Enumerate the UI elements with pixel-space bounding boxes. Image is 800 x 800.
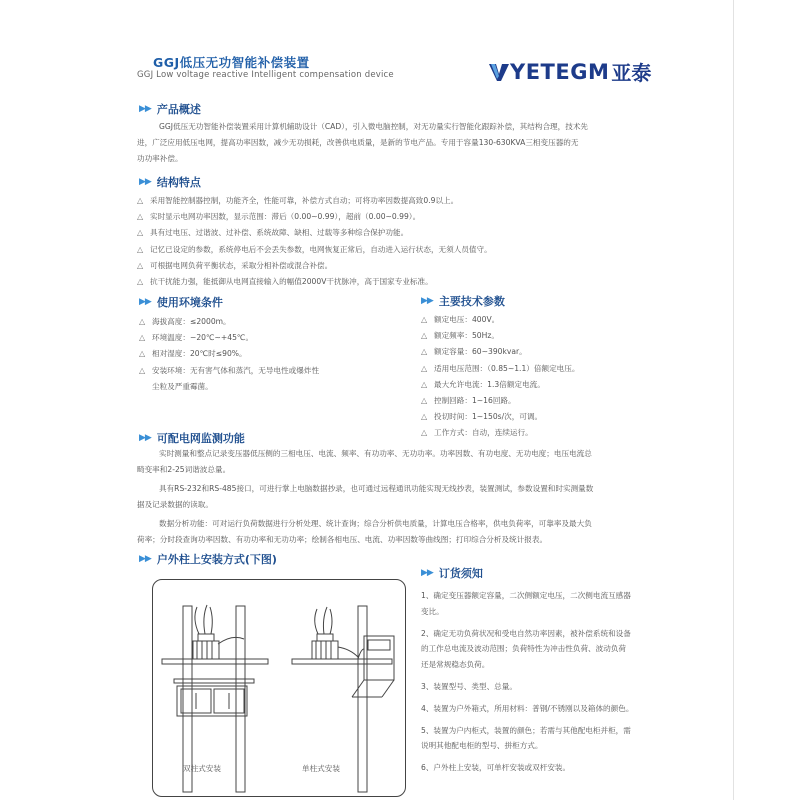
triangle-outline-icon: △ bbox=[137, 260, 144, 270]
list-item: △ 额定容量：60~390kvar。 bbox=[421, 344, 681, 360]
triangle-outline-icon: △ bbox=[139, 333, 146, 343]
double-chevron-right-icon: ▶▶ bbox=[421, 296, 433, 306]
list-item: △ 实时显示电网功率因数，显示范围：滞后（0.00~0.99），超前（0.00~0.99）。 bbox=[137, 209, 677, 225]
list-item: △ 工作方式：自动，连续运行。 bbox=[421, 425, 681, 441]
crossarm-single bbox=[292, 659, 392, 664]
list-item: △ 相对湿度：20℃时≤90%。 bbox=[139, 346, 409, 362]
triangle-outline-icon: △ bbox=[421, 396, 428, 406]
double-chevron-right-icon: ▶▶ bbox=[139, 297, 151, 307]
list-item-continuation: 的工作总电流及波动范围；负荷特性为冲击性负荷、波动负荷 bbox=[421, 644, 627, 654]
list-item: △ 海拔高度：≤2000m。 bbox=[139, 314, 409, 330]
logo-wordmark: YETEGM bbox=[510, 59, 610, 84]
list-item: △ 最大允许电流：1.3倍额定电流。 bbox=[421, 377, 681, 393]
overview-line: GGJ低压无功智能补偿装置采用计算机辅助设计（CAD），引入微电脑控制，对无功量实行智能化跟踪补偿，其结构合理，技术先 bbox=[159, 122, 589, 131]
triangle-outline-icon: △ bbox=[421, 379, 428, 389]
triangle-outline-icon: △ bbox=[421, 428, 428, 438]
list-item: △ 采用智能控制器控制，功能齐全，性能可靠，补偿方式自动；可将功率因数提高致0.9以上。 bbox=[137, 193, 677, 209]
list-item: △ 可根据电网负荷平衡状态，采取分相补偿或混合补偿。 bbox=[137, 258, 677, 274]
environment-heading bbox=[139, 294, 223, 310]
caption-single-pole: 单柱式安装 bbox=[302, 764, 340, 773]
features-heading-text: 结构特点 bbox=[156, 176, 201, 189]
list-item: △ 额定电压：400V。 bbox=[421, 312, 681, 328]
list-item-continuation: 尘粒及严重霉菌。 bbox=[152, 381, 213, 391]
triangle-outline-icon: △ bbox=[139, 349, 146, 359]
triangle-outline-icon: △ bbox=[421, 331, 428, 341]
crossarm-lower bbox=[174, 679, 254, 683]
list-item: 4、装置为户外箱式，所用材料：普钢/不锈刚以及箱体的颜色。 bbox=[421, 703, 634, 713]
environment-list bbox=[139, 314, 409, 395]
paragraph-line: 实时测量和整点记录变压器低压侧的三相电压、电流、频率、有功功率、无功功率。功率因数、有功电度、无功电度；电压电流总 bbox=[159, 449, 592, 458]
triangle-outline-icon: △ bbox=[139, 317, 146, 326]
triangle-outline-icon: △ bbox=[137, 212, 144, 222]
list-item: 3、装置型号、类型、总量。 bbox=[421, 681, 517, 691]
triangle-outline-icon: △ bbox=[139, 365, 146, 375]
logo-mark-icon bbox=[488, 61, 510, 83]
overview-paragraph bbox=[137, 119, 667, 167]
ordering-heading-text: 订货须知 bbox=[438, 567, 483, 580]
list-item: △ 投切时间：1~150s/次，可调。 bbox=[421, 409, 681, 425]
product-title: GGJ低压无功智能补偿装置 bbox=[153, 55, 310, 70]
ordering-heading bbox=[421, 565, 483, 581]
paragraph-line: 具有RS-232和RS-485接口，可进行掌上电脑数据抄录，也可通过远程通讯功能实现无线抄表，装置测试，参数设置和时实测量数 bbox=[159, 484, 594, 493]
monitoring-paragraphs bbox=[137, 446, 677, 548]
specs-heading-text: 主要技术参数 bbox=[438, 295, 505, 308]
triangle-outline-icon: △ bbox=[137, 228, 144, 238]
specs-list bbox=[421, 312, 681, 442]
paragraph-line: 据及记录数据的读取。 bbox=[137, 500, 213, 509]
list-item: △ 安装环境：无有害气体和蒸汽，无导电性或爆炸性 bbox=[139, 363, 409, 379]
double-chevron-right-icon: ▶▶ bbox=[139, 433, 151, 443]
list-item: △ 记忆已设定的参数，系统停电后不会丢失参数，电网恢复正常后，自动进入运行状态，无须人员值守。 bbox=[137, 242, 677, 258]
double-chevron-right-icon: ▶▶ bbox=[421, 568, 433, 578]
logo-chinese-name: 亚泰 bbox=[611, 61, 652, 85]
list-item: △ 控制回路：1~16回路。 bbox=[421, 393, 681, 409]
monitoring-heading-text: 可配电网监测功能 bbox=[156, 432, 245, 445]
double-chevron-right-icon: ▶▶ bbox=[139, 104, 151, 114]
installation-heading bbox=[139, 551, 277, 567]
overview-line: 进，广泛应用低压电网，提高功率因数，减少无功损耗，改善供电质量，是新的节电产品。专用于容量130-630KVA三相变压器的无 bbox=[137, 138, 579, 147]
monitoring-heading bbox=[139, 430, 245, 446]
crossarm-upper bbox=[162, 659, 268, 664]
list-item-continuation: 说明其他配电柜的型号、拼柜方式。 bbox=[421, 741, 543, 751]
list-item: △ 适用电压范围：（0.85~1.1）倍额定电压。 bbox=[421, 361, 681, 377]
specs-heading bbox=[421, 293, 505, 309]
triangle-outline-icon: △ bbox=[421, 412, 428, 422]
list-item-continuation: 还是常规稳态负荷。 bbox=[421, 660, 490, 670]
overview-line: 功功率补偿。 bbox=[137, 154, 183, 163]
paragraph-line: 荷率；分时段查询功率因数、有功功率和无功功率；绘制各相电压、电流、功率因数等曲线图；打印综合分析及统计报表。 bbox=[137, 535, 548, 544]
features-heading bbox=[139, 174, 201, 190]
triangle-outline-icon: △ bbox=[421, 363, 428, 373]
overview-heading bbox=[139, 101, 201, 117]
double-chevron-right-icon: ▶▶ bbox=[139, 177, 151, 187]
list-item: △ 额定频率：50Hz。 bbox=[421, 328, 681, 344]
page-edge-divider bbox=[733, 0, 734, 800]
paragraph-line: 畸变率和2-25词谐波总量。 bbox=[137, 465, 231, 474]
ordering-list bbox=[421, 588, 683, 776]
transformer-icon bbox=[312, 607, 358, 659]
features-list bbox=[137, 193, 677, 290]
triangle-outline-icon: △ bbox=[137, 277, 144, 287]
list-item: △ 抗干扰能力强，能抵御从电网直接输入的幅值2000V干扰脉冲，高于国家专业标准。 bbox=[137, 274, 677, 290]
double-chevron-right-icon: ▶▶ bbox=[139, 554, 151, 564]
list-item: △ 具有过电压、过谐波、过补偿、系统故障、缺相、过载等多种综合保护功能。 bbox=[137, 225, 677, 241]
triangle-outline-icon: △ bbox=[137, 244, 144, 254]
caption-double-pole: 双柱式安装 bbox=[183, 764, 221, 773]
installation-heading-text: 户外柱上安装方式(下图) bbox=[156, 553, 277, 566]
list-item: 1、确定变压器额定容量，二次侧额定电压，二次侧电流互感器 bbox=[421, 591, 631, 600]
triangle-outline-icon: △ bbox=[421, 347, 428, 357]
triangle-outline-icon: △ bbox=[421, 315, 428, 324]
environment-heading-text: 使用环境条件 bbox=[156, 296, 223, 309]
product-title-english: GGJ Low voltage reactive Intelligent compensation device bbox=[137, 70, 394, 80]
list-item: 2、确定无功负荷状况和受电自然功率因素，被补偿系统和设备 bbox=[421, 628, 631, 638]
utility-pole-single bbox=[358, 606, 367, 792]
paragraph-line: 数据分析功能：可对运行负荷数据进行分析处理、统计查询；综合分析供电质量，计算电压合格率，供电负荷率，可靠率及最大负 bbox=[159, 519, 592, 528]
triangle-outline-icon: △ bbox=[137, 196, 144, 205]
list-item: 5、装置为户内柜式，装置的颜色；若需与其他配电柜并柜，需 bbox=[421, 725, 631, 735]
list-item: △ 环境温度：−20℃~+45℃。 bbox=[139, 330, 409, 346]
list-item-continuation: 变比。 bbox=[421, 606, 444, 616]
brand-logo bbox=[488, 57, 651, 86]
list-item: 6、户外柱上安装，可单杆安装或双杆安装。 bbox=[421, 763, 571, 773]
overview-heading-text: 产品概述 bbox=[156, 103, 201, 116]
